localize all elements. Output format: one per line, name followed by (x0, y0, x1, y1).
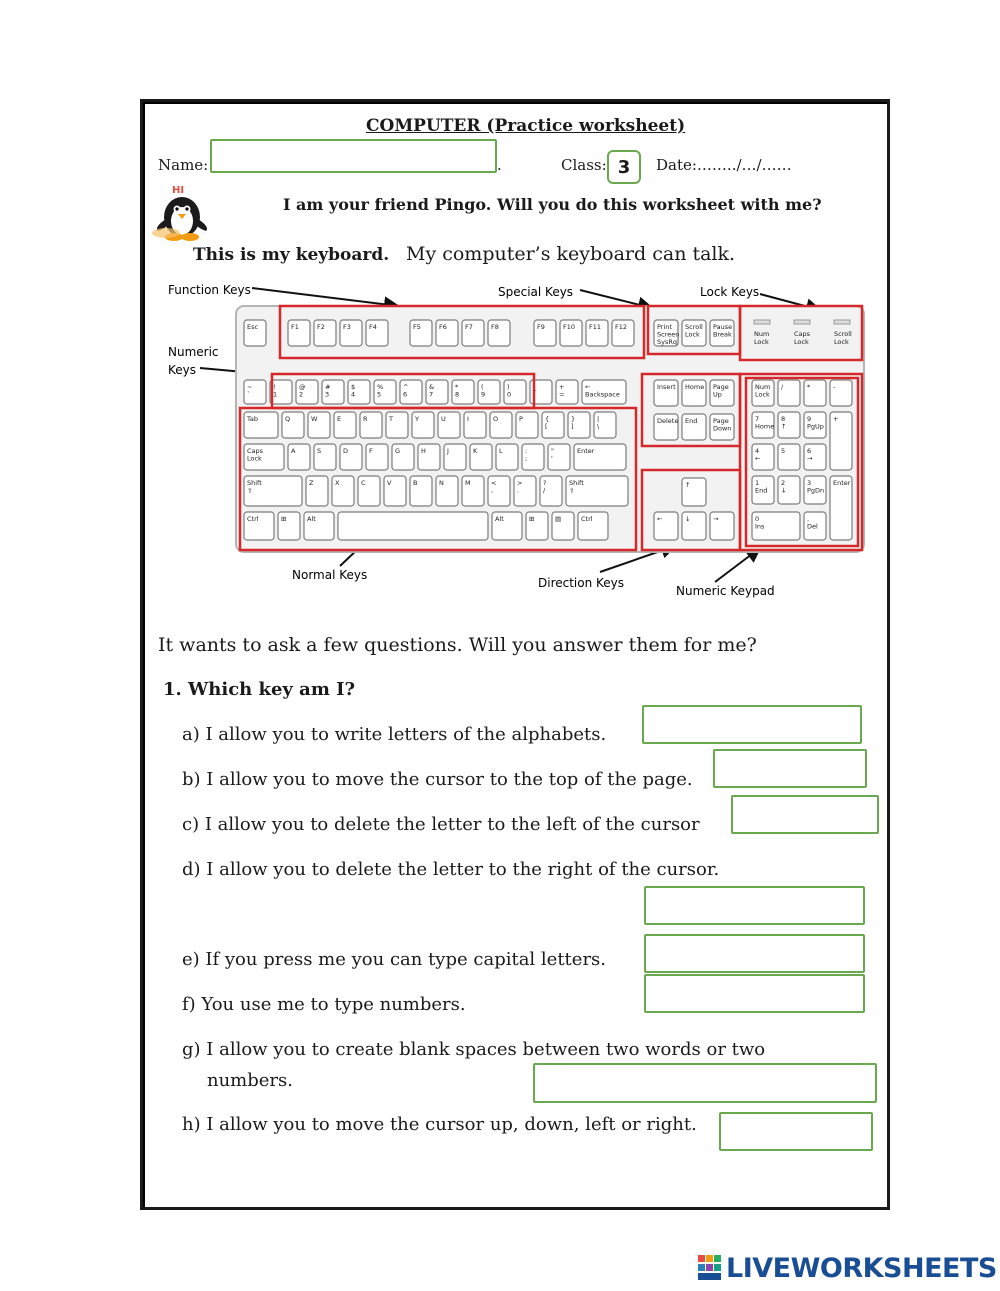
key-bottom-0 (244, 512, 274, 540)
svg-text:Y: Y (415, 415, 419, 423)
key-qwerty-13 (594, 412, 616, 438)
svg-text:Lock: Lock (834, 338, 849, 346)
key-numpad-3 (804, 476, 826, 504)
svg-text:F5: F5 (413, 323, 421, 331)
svg-text:F: F (369, 447, 373, 455)
svg-text:Ctrl: Ctrl (581, 515, 593, 523)
key-asdf-3 (340, 444, 362, 470)
key-numpad-plus (830, 412, 852, 470)
key-num-row-2 (296, 380, 318, 404)
question-e: e) If you press me you can type capital letters. (182, 949, 607, 970)
svg-text:[: [ (545, 422, 548, 431)
svg-text:F10: F10 (563, 323, 576, 331)
class-label: Class: (561, 156, 607, 174)
svg-text:Tab: Tab (247, 415, 259, 423)
svg-text:]: ] (571, 422, 574, 431)
svg-text:Alt: Alt (495, 515, 504, 523)
svg-text:J: J (447, 447, 449, 455)
svg-text:Caps: Caps (247, 447, 264, 455)
svg-text:@: @ (299, 383, 306, 391)
svg-text:Del: Del (807, 522, 818, 531)
key-num-row-12 (556, 380, 578, 404)
svg-text:.: . (807, 515, 810, 523)
key-numpad-divide (778, 380, 800, 406)
svg-text:Backspace: Backspace (585, 390, 620, 399)
svg-text:5: 5 (377, 390, 382, 399)
svg-text:PgDn: PgDn (807, 486, 825, 495)
question-f: f) You use me to type numbers. (182, 994, 466, 1015)
key-arrow-up (682, 478, 706, 506)
svg-text:Enter: Enter (833, 479, 851, 487)
svg-text:F12: F12 (615, 323, 628, 331)
svg-text:Lock: Lock (794, 338, 809, 346)
svg-text:C: C (361, 479, 366, 487)
key-zxcv-11 (566, 476, 628, 506)
svg-text:U: U (441, 415, 446, 423)
key-asdf-10 (522, 444, 544, 470)
svg-text:W: W (311, 415, 318, 423)
svg-text:4: 4 (755, 447, 760, 455)
key-qwerty-8 (464, 412, 486, 438)
svg-text:?: ? (543, 479, 547, 487)
svg-text:": " (551, 447, 554, 455)
svg-text:←: ← (755, 454, 761, 463)
svg-text:-: - (833, 383, 836, 391)
svg-text:7: 7 (429, 390, 434, 399)
key-asdf-12 (574, 444, 626, 470)
key-qwerty-6 (412, 412, 434, 438)
key-bottom-7 (578, 512, 608, 540)
key-bottom-2 (304, 512, 334, 540)
svg-text:8: 8 (781, 415, 786, 423)
svg-text:Q: Q (285, 415, 291, 423)
key-zxcv-4 (384, 476, 406, 506)
svg-text:%: % (377, 383, 384, 391)
key-bottom-1 (278, 512, 300, 540)
answer-h-input[interactable] (719, 1112, 873, 1151)
key-pause-break (710, 320, 734, 346)
key-f8 (488, 320, 510, 346)
svg-text:Insert: Insert (657, 383, 676, 391)
key-asdf-4 (366, 444, 388, 470)
svg-text:Home: Home (755, 422, 775, 431)
key-num-row-0 (244, 380, 266, 404)
svg-text:⇧: ⇧ (569, 486, 575, 495)
ask-line: It wants to ask a few questions. Will you answer them for me? (158, 634, 757, 656)
svg-text:Esc: Esc (247, 323, 259, 331)
key-scroll-lock (682, 320, 706, 346)
key-num-row-3 (322, 380, 344, 404)
svg-text:E: E (337, 415, 342, 423)
key-qwerty-9 (490, 412, 512, 438)
key-numpad-numlock (752, 380, 774, 406)
svg-text:SysRq: SysRq (657, 338, 678, 346)
key-zxcv-7 (462, 476, 484, 506)
key-qwerty-0 (244, 412, 278, 438)
key-f9 (534, 320, 556, 346)
svg-text:→: → (713, 515, 719, 523)
svg-text:Page: Page (713, 383, 729, 391)
key-asdf-6 (418, 444, 440, 470)
key-asdf-0 (244, 444, 284, 470)
name-suffix: . (497, 156, 502, 174)
key-qwerty-2 (308, 412, 330, 438)
key-asdf-7 (444, 444, 466, 470)
svg-text:Down: Down (713, 424, 732, 433)
svg-text:Z: Z (309, 479, 314, 487)
mascot-badge: HI (172, 185, 185, 196)
svg-text:Up: Up (713, 390, 722, 399)
key-qwerty-4 (360, 412, 382, 438)
question-h: h) I allow you to move the cursor up, down, left or right. (182, 1114, 697, 1135)
key-f10 (560, 320, 582, 346)
key-zxcv-0 (244, 476, 302, 506)
key-nav-top-1 (682, 380, 706, 406)
question-g-line2: numbers. (207, 1070, 293, 1091)
answer-e-input[interactable] (644, 934, 865, 973)
key-numpad-2 (778, 476, 800, 504)
key-zxcv-5 (410, 476, 432, 506)
key-num-row-6 (400, 380, 422, 404)
svg-text::: : (525, 447, 528, 455)
svg-text:4: 4 (351, 390, 356, 399)
liveworksheets-logo-icon (698, 1255, 722, 1281)
svg-text:!: ! (273, 383, 276, 391)
svg-text:^: ^ (403, 383, 409, 391)
key-f6 (436, 320, 458, 346)
key-numpad-5 (778, 444, 800, 470)
svg-text:5: 5 (781, 447, 786, 455)
key-numpad-del (804, 512, 826, 540)
svg-text:End: End (755, 486, 768, 495)
question-d: d) I allow you to delete the letter to the right of the cursor. (182, 859, 720, 880)
key-numpad-multiply (804, 380, 826, 406)
key-f4 (366, 320, 388, 346)
key-qwerty-1 (282, 412, 304, 438)
svg-text:,: , (491, 486, 494, 495)
key-qwerty-11 (542, 412, 564, 438)
label-normal-keys: Normal Keys (292, 568, 368, 582)
question-a: a) I allow you to write letters of the alphabets. (182, 724, 607, 745)
key-numpad-8 (778, 412, 800, 438)
key-asdf-2 (314, 444, 336, 470)
svg-text:Pause: Pause (713, 323, 733, 331)
key-numpad-0 (752, 512, 800, 540)
lock-light-0 (754, 320, 770, 346)
svg-text:Ctrl: Ctrl (247, 515, 259, 523)
key-numpad-6 (804, 444, 826, 470)
key-numpad-1 (752, 476, 774, 504)
question-c: c) I allow you to delete the letter to the left of the cursor (182, 814, 700, 835)
key-num-row-10 (504, 380, 526, 404)
key-asdf-5 (392, 444, 414, 470)
answer-d-input[interactable] (644, 886, 865, 925)
svg-text:T: T (389, 415, 393, 423)
svg-text:0: 0 (507, 390, 512, 399)
key-qwerty-7 (438, 412, 460, 438)
class-value-box[interactable]: 3 (607, 150, 641, 184)
svg-text:Break: Break (713, 330, 732, 339)
answer-b-input[interactable] (713, 749, 867, 788)
answer-a-input[interactable] (642, 705, 862, 744)
key-zxcv-6 (436, 476, 458, 506)
svg-text:): ) (507, 383, 510, 391)
key-nav-top-0 (654, 380, 678, 406)
label-numeric-keypad: Numeric Keypad (676, 584, 775, 598)
svg-text:H: H (421, 447, 426, 455)
svg-text:Scroll: Scroll (834, 330, 852, 338)
svg-text:2: 2 (299, 390, 304, 399)
svg-text:End: End (685, 417, 698, 425)
svg-text:↑: ↑ (685, 481, 691, 489)
label-numeric-keys-2: Keys (168, 363, 197, 377)
svg-text:0: 0 (755, 515, 760, 523)
key-numpad-minus (830, 380, 852, 406)
svg-text:M: M (465, 479, 471, 487)
svg-text:Num: Num (754, 330, 770, 338)
answer-f-input[interactable] (644, 974, 865, 1013)
svg-text:$: $ (351, 383, 356, 391)
svg-text:Shift: Shift (247, 479, 262, 487)
svg-text:↑: ↑ (781, 422, 787, 431)
lock-light-1 (794, 320, 811, 346)
key-zxcv-9 (514, 476, 536, 506)
svg-text:}: } (571, 415, 576, 423)
svg-text:*: * (455, 383, 459, 391)
svg-text:S: S (317, 447, 322, 455)
key-arrow-right (710, 512, 734, 540)
key-zxcv-1 (306, 476, 328, 506)
svg-text:F1: F1 (291, 323, 299, 331)
key-bottom-6 (552, 512, 574, 540)
key-zxcv-2 (332, 476, 354, 506)
svg-text:N: N (439, 479, 444, 487)
svg-text:1: 1 (755, 479, 760, 487)
key-zxcv-3 (358, 476, 380, 506)
key-f7 (462, 320, 484, 346)
svg-text:A: A (291, 447, 296, 455)
question-g-line1: g) I allow you to create blank spaces between two words or two (182, 1039, 766, 1060)
svg-text:9: 9 (481, 390, 486, 399)
question-b: b) I allow you to move the cursor to the top of the page. (182, 769, 693, 790)
svg-text:Ins: Ins (755, 522, 765, 531)
key-qwerty-12 (568, 412, 590, 438)
svg-text:Enter: Enter (577, 447, 595, 455)
svg-text:Scroll: Scroll (685, 323, 703, 331)
svg-text:Shift: Shift (569, 479, 584, 487)
svg-text:F7: F7 (465, 323, 473, 331)
svg-text:I: I (467, 415, 469, 423)
svg-text:Page: Page (713, 417, 729, 425)
key-f11 (586, 320, 608, 346)
svg-text:Num: Num (755, 383, 771, 391)
svg-text:L: L (499, 447, 503, 455)
key-num-row-9 (478, 380, 500, 404)
name-input[interactable] (210, 139, 497, 173)
key-asdf-8 (470, 444, 492, 470)
key-numpad-7 (752, 412, 774, 438)
svg-text:Lock: Lock (247, 454, 262, 463)
svg-text:2: 2 (781, 479, 786, 487)
svg-text:9: 9 (807, 415, 812, 423)
svg-text:Print: Print (657, 323, 672, 331)
svg-text:-: - (533, 390, 536, 399)
svg-text:*: * (807, 383, 811, 391)
key-num-row-4 (348, 380, 370, 404)
svg-text:1: 1 (273, 390, 278, 399)
svg-text:~: ~ (247, 383, 253, 391)
keyboard-intro-rest: My computer’s keyboard can talk. (406, 243, 736, 265)
svg-text:/: / (543, 486, 546, 495)
svg-text:#: # (325, 383, 331, 391)
svg-text:F4: F4 (369, 323, 377, 331)
key-nav-top-2 (710, 380, 734, 406)
key-nav-bottom-2 (710, 414, 734, 440)
key-num-row-7 (426, 380, 448, 404)
greeting-text: I am your friend Pingo. Will you do this worksheet with me? (283, 195, 822, 214)
svg-text:/: / (781, 383, 784, 391)
key-bottom-3 (338, 512, 488, 540)
svg-text:P: P (519, 415, 523, 423)
name-label: Name: (158, 156, 209, 174)
label-special-keys: Special Keys (498, 285, 574, 299)
svg-text:{: { (545, 415, 550, 423)
key-numpad-4 (752, 444, 774, 470)
key-arrow-down (682, 512, 706, 540)
key-f12 (612, 320, 634, 346)
svg-text:→: → (807, 454, 813, 463)
svg-text:3: 3 (807, 479, 812, 487)
svg-text:↓: ↓ (781, 486, 787, 495)
svg-text:▤: ▤ (555, 515, 562, 523)
svg-text:6: 6 (807, 447, 812, 455)
svg-text:': ' (551, 454, 553, 463)
key-print-screen (654, 320, 679, 346)
key-nav-bottom-0 (654, 414, 678, 440)
label-direction-keys: Direction Keys (538, 576, 625, 590)
svg-text:+: + (559, 383, 565, 391)
svg-text:PgUp: PgUp (807, 422, 824, 431)
key-f2 (314, 320, 336, 346)
keyboard-intro-bold: This is my keyboard. (193, 245, 390, 265)
svg-text:\: \ (597, 422, 600, 431)
svg-text:⊞: ⊞ (281, 515, 287, 523)
svg-text:;: ; (525, 454, 528, 463)
svg-text:←: ← (657, 515, 663, 523)
svg-text:⇧: ⇧ (247, 486, 253, 495)
svg-text:.: . (517, 486, 520, 495)
svg-text:K: K (473, 447, 478, 455)
svg-text:R: R (363, 415, 368, 423)
svg-text:F3: F3 (343, 323, 351, 331)
key-qwerty-10 (516, 412, 538, 438)
svg-text:F8: F8 (491, 323, 499, 331)
svg-text:←: ← (585, 383, 591, 391)
svg-text:F11: F11 (589, 323, 602, 331)
key-arrow-left (654, 512, 678, 540)
key-esc (244, 320, 266, 346)
svg-text:F6: F6 (439, 323, 447, 331)
svg-text:Caps: Caps (794, 330, 811, 338)
svg-text:7: 7 (755, 415, 760, 423)
svg-text:`: ` (247, 390, 251, 399)
svg-text:Lock: Lock (685, 330, 700, 339)
key-bottom-4 (492, 512, 522, 540)
label-lock-keys: Lock Keys (700, 285, 760, 299)
liveworksheets-brand: LIVEWORKSHEETS (726, 1252, 997, 1284)
svg-text:8: 8 (455, 390, 460, 399)
liveworksheets-logo[interactable] (698, 1252, 997, 1284)
key-bottom-5 (526, 512, 548, 540)
svg-text:F9: F9 (537, 323, 545, 331)
answer-g-input[interactable] (533, 1063, 877, 1103)
svg-text:Screen: Screen (657, 330, 680, 339)
svg-text:=: = (559, 390, 565, 399)
svg-text:|: | (597, 415, 600, 423)
svg-text:↓: ↓ (685, 515, 691, 523)
label-function-keys: Function Keys (168, 283, 251, 297)
svg-text:⊞: ⊞ (529, 515, 535, 523)
svg-text:Home: Home (685, 383, 705, 391)
key-asdf-1 (288, 444, 310, 470)
question-heading: 1. Which key am I? (163, 679, 356, 700)
key-num-row-5 (374, 380, 396, 404)
key-qwerty-5 (386, 412, 408, 438)
key-asdf-11 (548, 444, 570, 470)
worksheet-title: COMPUTER (Practice worksheet) (366, 116, 686, 136)
svg-text:F2: F2 (317, 323, 325, 331)
svg-text:6: 6 (403, 390, 408, 399)
svg-text:_: _ (533, 383, 537, 391)
key-numpad-enter (830, 476, 852, 540)
svg-text:Delete: Delete (657, 417, 679, 425)
key-num-row-13 (582, 380, 626, 404)
svg-text:+: + (833, 415, 839, 423)
key-zxcv-8 (488, 476, 510, 506)
key-f1 (288, 320, 310, 346)
svg-text:Lock: Lock (754, 338, 769, 346)
svg-text:Alt: Alt (307, 515, 316, 523)
svg-text:Lock: Lock (755, 390, 770, 399)
penguin-mascot-icon (148, 183, 218, 243)
key-num-row-8 (452, 380, 474, 404)
svg-text:>: > (517, 479, 523, 487)
key-f3 (340, 320, 362, 346)
date-label: Date:……../…/…… (656, 156, 792, 174)
key-f5 (410, 320, 432, 346)
label-numeric-keys-1: Numeric (168, 345, 219, 359)
key-qwerty-3 (334, 412, 356, 438)
key-num-row-1 (270, 380, 292, 404)
svg-text:D: D (343, 447, 349, 455)
svg-text:X: X (335, 479, 340, 487)
svg-text:B: B (413, 479, 418, 487)
svg-text:G: G (395, 447, 401, 455)
keyboard-diagram (160, 276, 872, 606)
key-numpad-9 (804, 412, 826, 438)
svg-text:3: 3 (325, 390, 330, 399)
svg-text:<: < (491, 479, 497, 487)
answer-c-input[interactable] (731, 795, 879, 834)
key-nav-bottom-1 (682, 414, 706, 440)
svg-text:(: ( (481, 383, 484, 391)
svg-text:&: & (429, 383, 435, 391)
svg-text:O: O (493, 415, 499, 423)
key-asdf-9 (496, 444, 518, 470)
svg-text:V: V (387, 479, 392, 487)
key-zxcv-10 (540, 476, 562, 506)
